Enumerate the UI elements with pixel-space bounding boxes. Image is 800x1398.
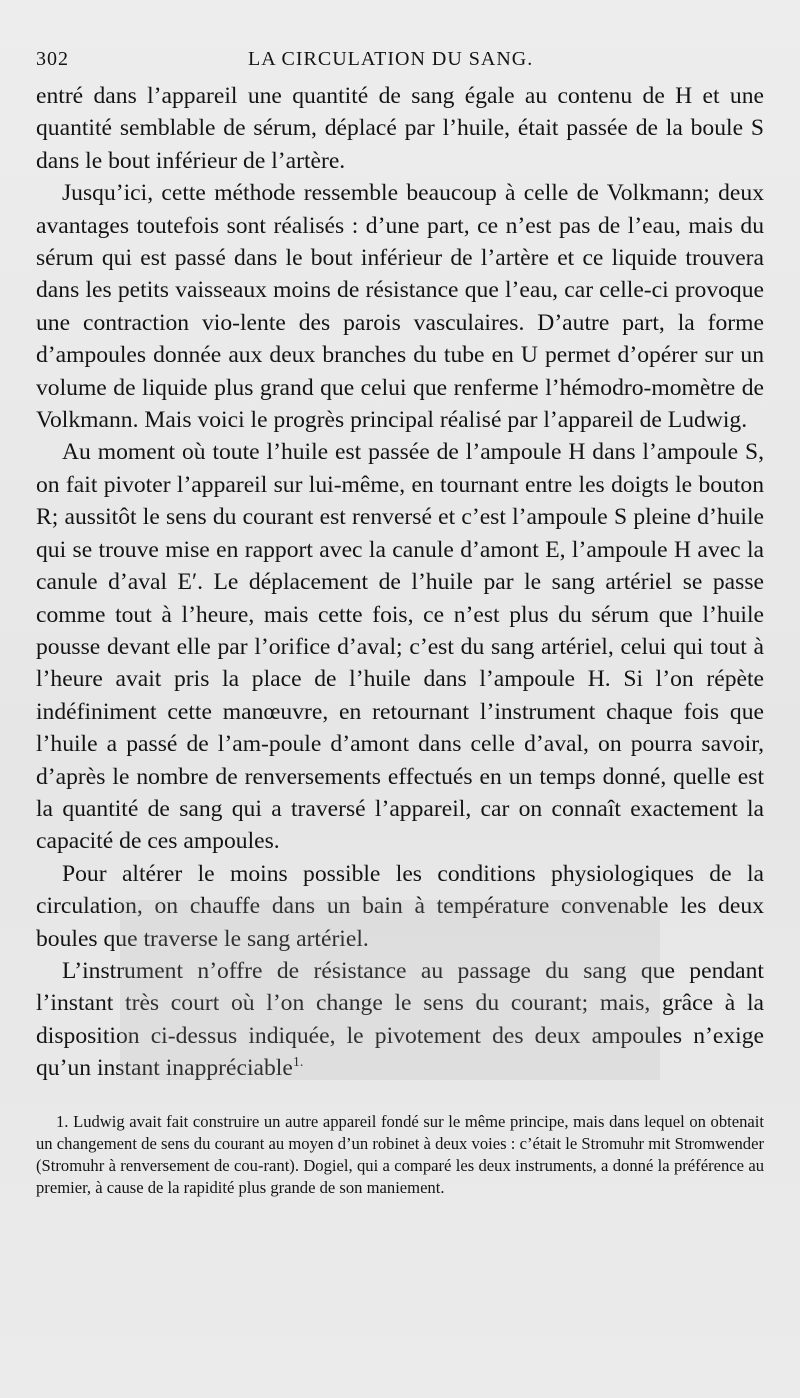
running-head [36,40,764,80]
running-title: LA CIRCULATION DU SANG. [248,48,534,70]
paragraph-text: L’instrument n’offre de résistance au passage du sang que pendant l’instant très court où l’on change le sens du courant; mais, grâce à la disposition ci-dessus indiquée, le pivotement des deux ampoules n’exige qu’un instant inappréciable [36,957,764,1082]
page-number: 302 [36,48,69,70]
main-text [36,80,764,1085]
footnote: 1. Ludwig avait fait construire un autre appareil fondé sur le même principe, mais dans lequel on obtenait un changement de sens du courant au moyen d’un robinet à deux voies : c’était le Stromuhr mit Stromwender (Stromuhr à renversement de cou-rant). Dogiel, qui a comparé les deux instruments, a donné la préférence au premier, à cause de la rapidité plus grande de son maniement. [36,1111,764,1197]
paragraph: Pour altérer le moins possible les conditions physiologiques de la circulation, on chauffe dans un bain à température convenable les deux boules que traverse le sang artériel. [36,860,764,952]
paragraph-continuation: entré dans l’appareil une quantité de sang égale au contenu de H et une quantité semblable de sérum, déplacé par l’huile, était passée de la boule S dans le bout inférieur de l’artère. [36,83,764,174]
footnote-reference: 1. [292,1055,304,1071]
footnotes [36,1111,764,1199]
paragraph: Jusqu’ici, cette méthode ressemble beaucoup à celle de Volkmann; deux avantages toutefois sont réalisés : d’une part, ce n’est pas de l’eau, mais du sérum qui est passé dans le bout inférieur de l’artère et ce liquide trouvera dans les petits vaisseaux moins de résistance que l’eau, car celle-ci provoque une contraction vio-lente des parois vasculaires. D’autre part, la forme d’ampoules donnée aux deux branches du tube en U permet d’opérer sur un volume de liquide plus grand que celui que renferme l’hémodro-momètre de Volkmann. Mais voici le progrès principal réalisé par l’appareil de Ludwig. [36,180,764,434]
paragraph-last [36,955,764,1085]
paragraph: Au moment où toute l’huile est passée de l’ampoule H dans l’ampoule S, on fait pivoter l’appareil sur lui-même, en tournant entre les doigts le bouton R; aussitôt le sens du courant est renversé et c’est l’ampoule S pleine d’huile qui se trouve mise en rapport avec la canule d’amont E, l’ampoule H avec la canule d’aval E′. Le déplacement de l’huile par le sang artériel se passe comme tout à l’heure, mais cette fois, ce n’est plus du sérum que l’huile pousse devant elle par l’orifice d’aval; c’est du sang artériel, celui qui tout à l’heure avait pris la place de l’huile dans l’ampoule H. Si l’on répète indéfiniment cette manœuvre, en retournant l’instrument chaque fois que l’huile a passé de l’am-poule d’amont dans celle d’aval, on pourra savoir, d’après le nombre de renversements effectués en un temps donné, quelle est la quantité de sang qui a traversé l’appareil, car on connaît exactement la capacité de ces ampoules. [36,439,764,855]
